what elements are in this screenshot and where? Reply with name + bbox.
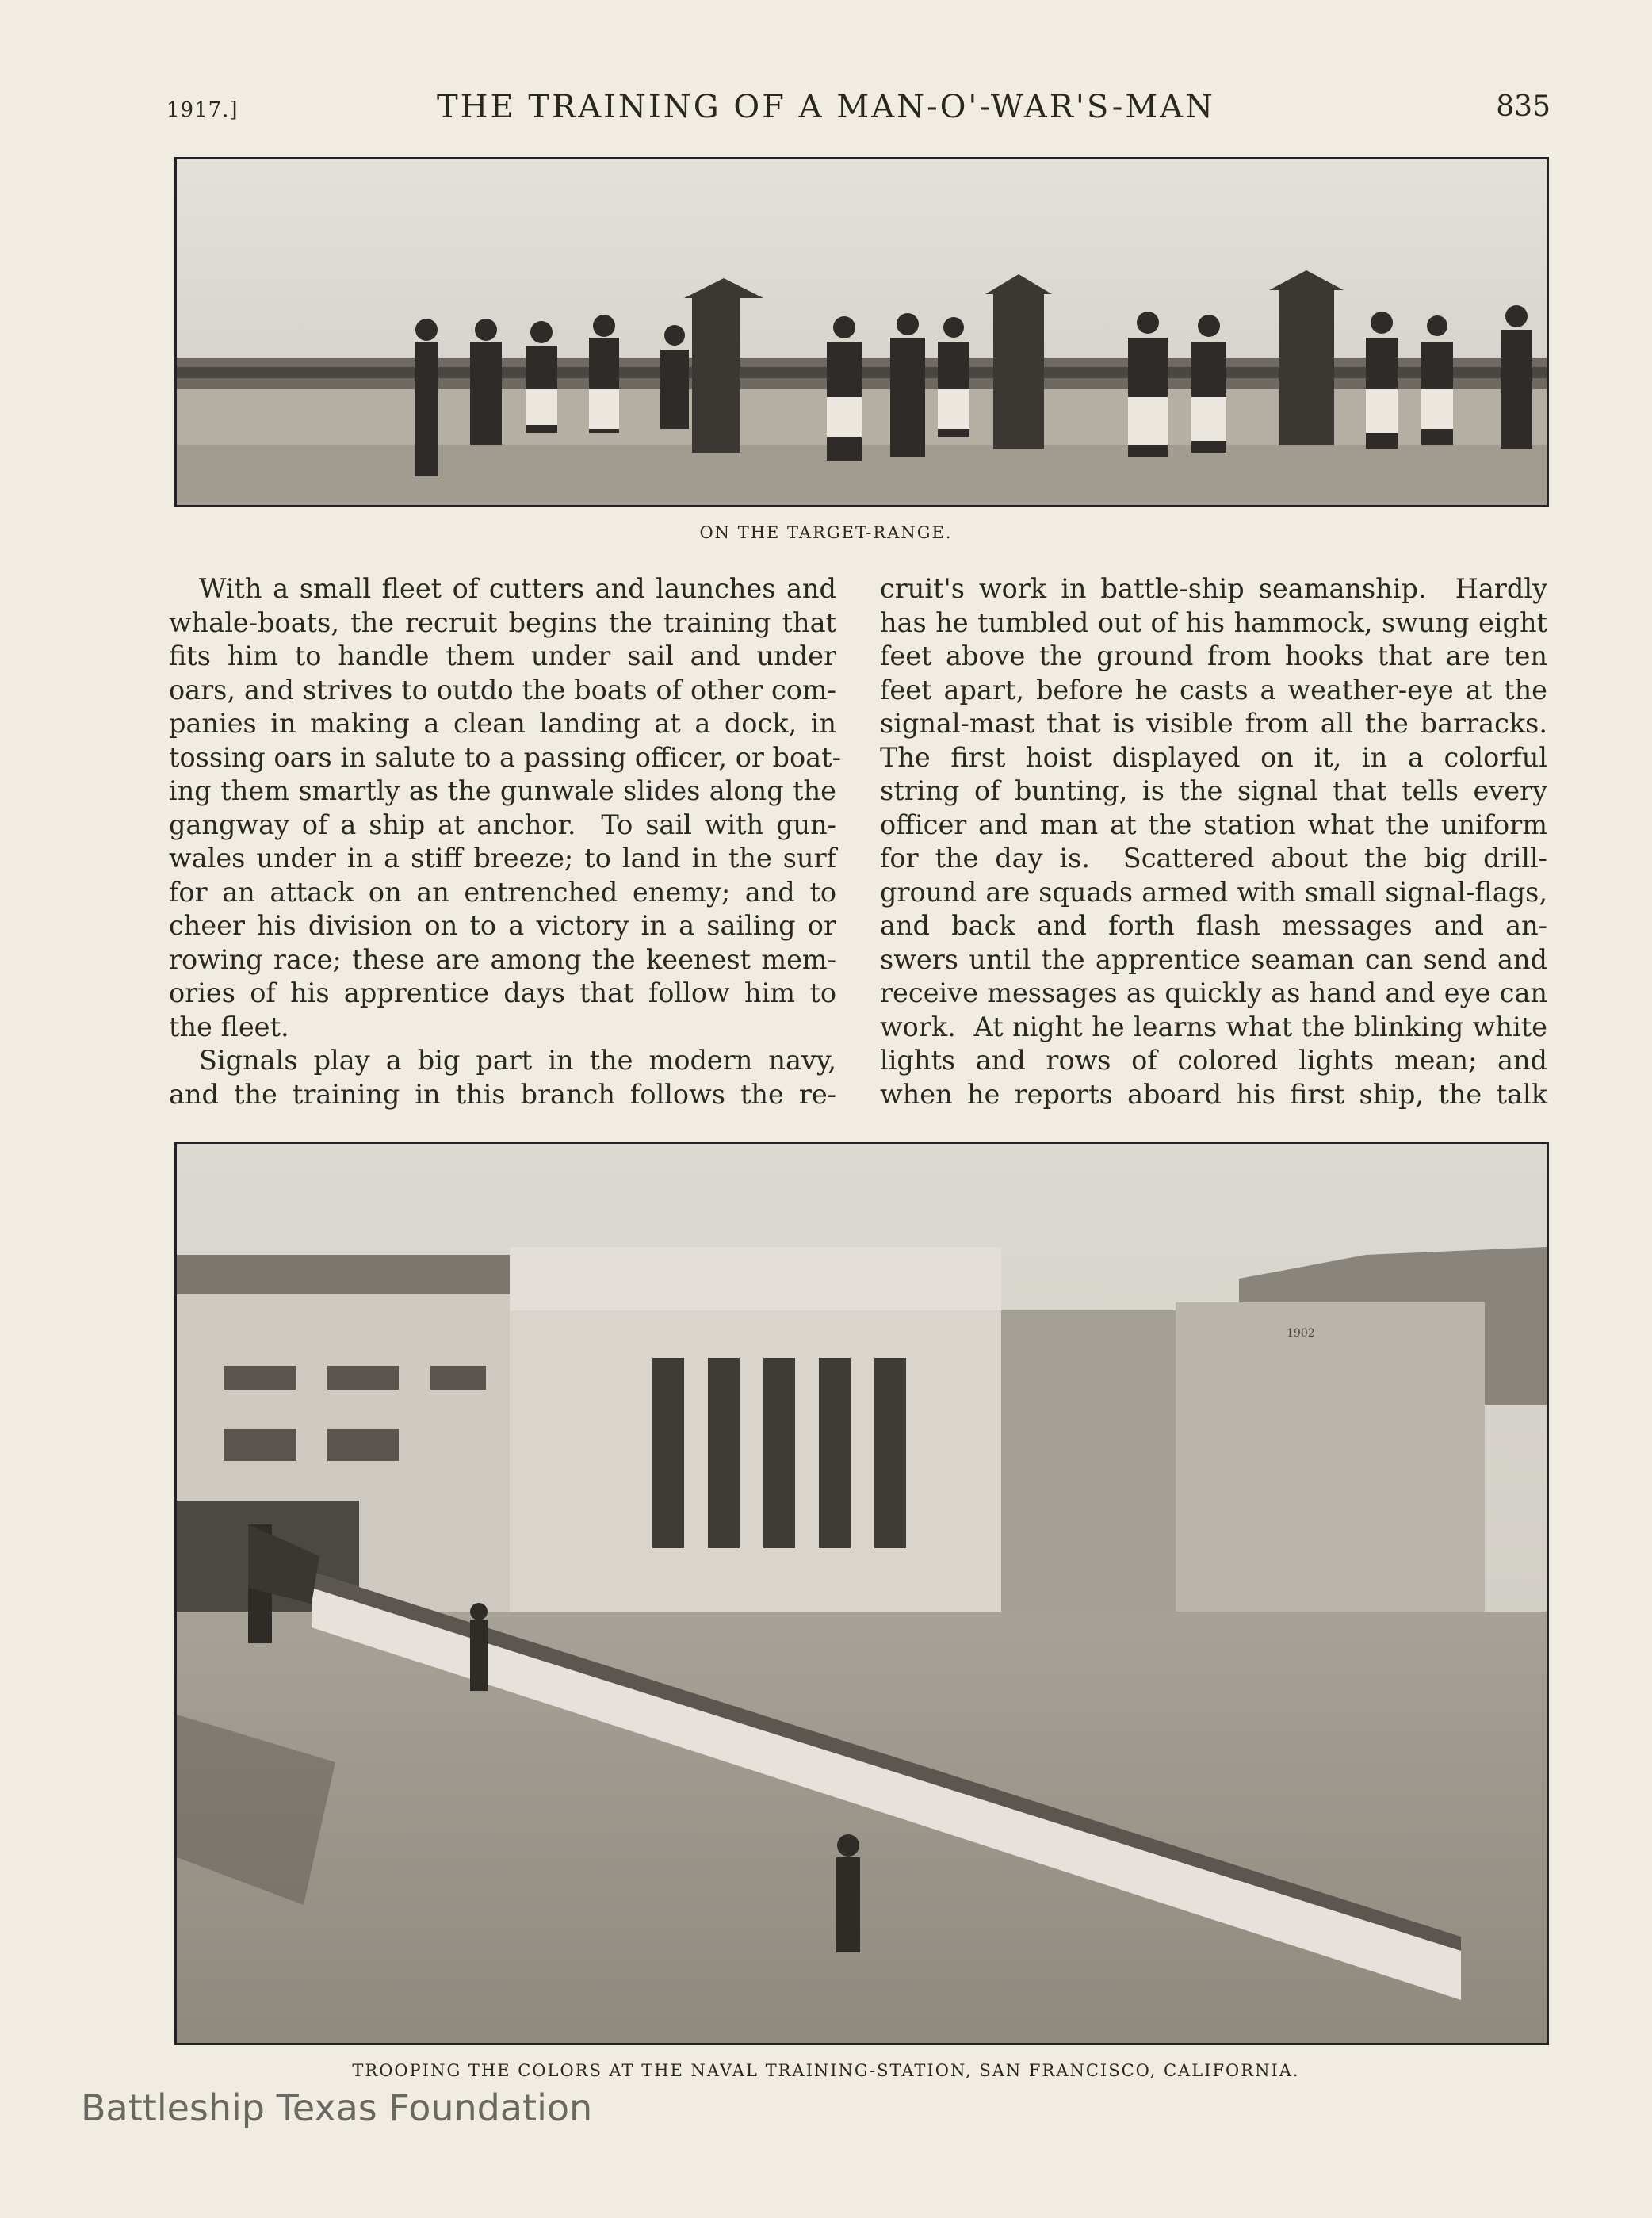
text-line: rowing race; these are among the keenest mem- [169, 943, 836, 975]
text-line: the fleet. [169, 1011, 289, 1042]
text-line: and back and forth flash messages and an- [880, 910, 1547, 941]
text-line: swers until the apprentice seaman can send and [880, 943, 1547, 975]
watermark: Battleship Texas Foundation [81, 2086, 593, 2129]
header-year: 1917.] [166, 98, 239, 122]
body-left-column [169, 572, 841, 1111]
text-line: cruit's work in battle-ship seamanship. Hardly [880, 573, 1547, 604]
text-line: tossing oars in salute to a passing officer, or boat- [169, 741, 841, 773]
text-line: gangway of a ship at anchor. To sail with gun- [169, 809, 836, 840]
text-line: ing them smartly as the gunwale slides along the [169, 775, 836, 806]
target-range-caption: ON THE TARGET-RANGE. [699, 523, 953, 542]
text-line: when he reports aboard his first ship, the talk [880, 1078, 1547, 1110]
header-title: THE TRAINING OF A MAN-O'-WAR'S-MAN [436, 89, 1216, 125]
text-line: work. At night he learns what the blinking white [880, 1011, 1547, 1042]
text-line: lights and rows of colored lights mean; and [880, 1045, 1547, 1076]
text-line: ories of his apprentice days that follow him to [169, 977, 836, 1008]
text-line: string of bunting, is the signal that tells every [880, 775, 1547, 806]
text-line: The first hoist displayed on it, in a colorful [880, 741, 1547, 773]
trooping-colors-photo [174, 1142, 1549, 2045]
text-line: signal-mast that is visible from all the barracks. [880, 708, 1547, 739]
running-header [0, 89, 1652, 128]
text-line: cheer his division on to a victory in a sailing or [169, 910, 836, 941]
text-line: ground are squads armed with small signal-flags, [880, 876, 1547, 908]
text-line: fits him to handle them under sail and under [169, 641, 836, 671]
text-line: With a small fleet of cutters and launches and [199, 573, 836, 604]
trooping-colors-caption: TROOPING THE COLORS AT THE NAVAL TRAINING-STATION, SAN FRANCISCO, CALIFORNIA. [352, 2061, 1300, 2080]
text-line: for an attack on an entrenched enemy; and to [169, 876, 836, 908]
text-line: for the day is. Scattered about the big drill- [880, 843, 1547, 874]
text-line: feet apart, before he casts a weather-eye at the [880, 674, 1547, 706]
page-number: 835 [1496, 90, 1551, 123]
body-right-column [880, 572, 1547, 1111]
text-line: panies in making a clean landing at a dock, in [169, 708, 836, 739]
text-line: Signals play a big part in the modern navy, [199, 1045, 836, 1076]
text-line: whale-boats, the recruit begins the training that [169, 606, 836, 638]
text-line: receive messages as quickly as hand and eye can [880, 977, 1547, 1008]
text-line: wales under in a stiff breeze; to land in the surf [169, 843, 836, 874]
text-line: and the training in this branch follows the re- [169, 1078, 836, 1110]
building-date: 1902 [1287, 1327, 1315, 1340]
text-line: feet above the ground from hooks that are ten [880, 641, 1547, 671]
target-range-photo [174, 157, 1549, 507]
text-line: oars, and strives to outdo the boats of other com- [169, 674, 836, 706]
text-line: officer and man at the station what the uniform [880, 809, 1547, 840]
text-line: has he tumbled out of his hammock, swung eight [880, 606, 1547, 638]
